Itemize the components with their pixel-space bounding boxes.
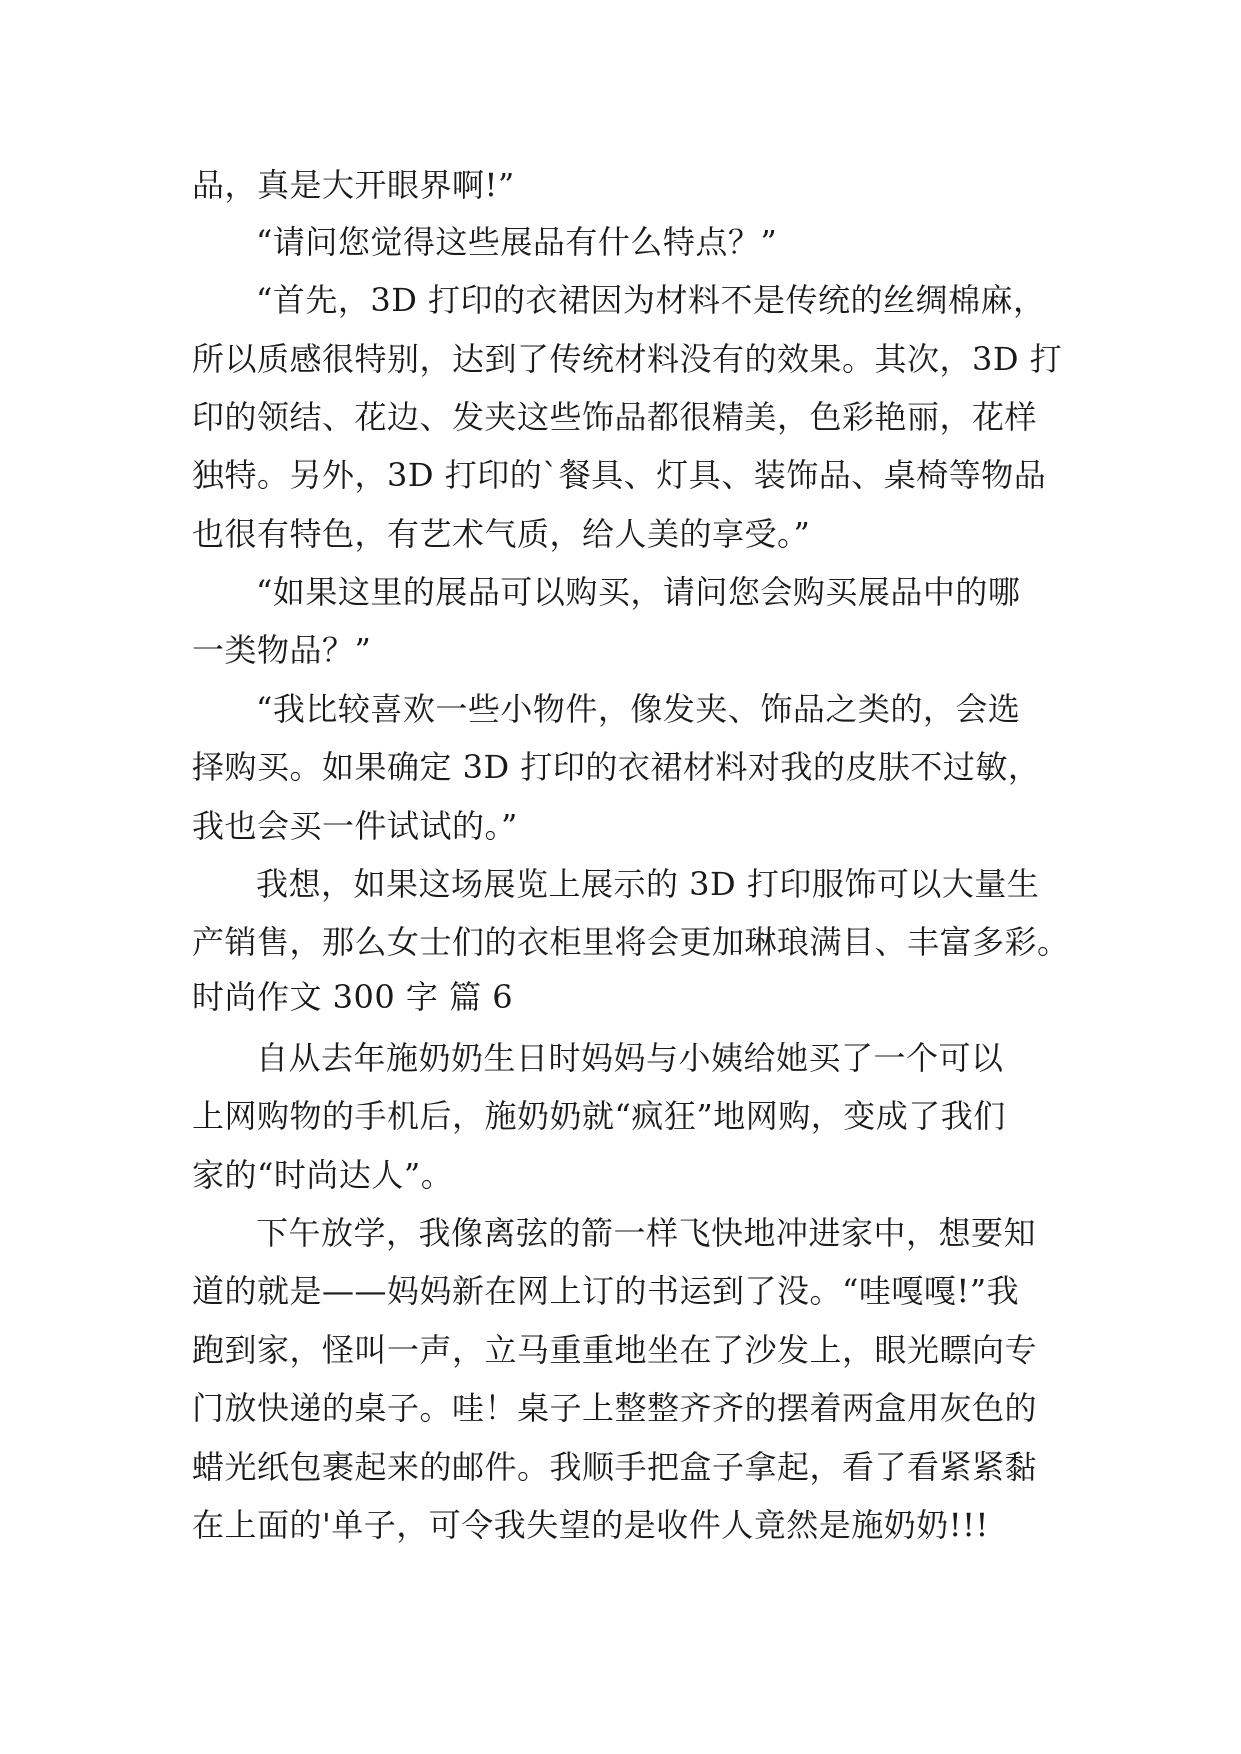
text-line: “如果这里的展品可以购买，请问您会购买展品中的哪 [256,573,1021,611]
text-line: 跑到家，怪叫一声，立马重重地坐在了沙发上，眼光瞟向专 [192,1331,1038,1369]
text-line: “我比较喜欢一些小物件，像发夹、饰品之类的，会选 [256,690,1021,728]
text-line: 上网购物的手机后，施奶奶就“疯狂”地网购，变成了我们 [192,1097,1006,1135]
text-line: 下午放学，我像离弦的箭一样飞快地冲进家中，想要知 [256,1214,1037,1252]
text-line: 在上面的'单子，可令我失望的是收件人竟然是施奶奶!!! [192,1506,989,1544]
section-heading: 时尚作文 300 字 篇 6 [192,978,514,1016]
text-line: “请问您觉得这些展品有什么特点？” [256,223,778,261]
text-line: 我也会买一件试试的。” [192,807,518,845]
text-line: 自从去年施奶奶生日时妈妈与小姨给她买了一个可以 [256,1039,1004,1077]
text-line: 产销售，那么女士们的衣柜里将会更加琳琅满目、丰富多彩。 [192,923,1070,961]
text-line: 品，真是大开眼界啊!” [192,166,515,204]
text-line: “首先，3D 打印的衣裙因为材料不是传统的丝绸棉麻， [256,281,1046,319]
text-line: 印的领结、花边、发夹这些饰品都很精美，色彩艳丽，花样 [192,398,1038,436]
text-line: 一类物品？” [192,631,372,669]
text-line: 家的“时尚达人”。 [192,1156,454,1194]
text-line: 独特。另外，3D 打印的`餐具、灯具、装饰品、桌椅等物品 [192,456,1047,494]
text-line: 我想，如果这场展览上展示的 3D 打印服饰可以大量生 [256,865,1040,903]
text-line: 蜡光纸包裹起来的邮件。我顺手把盒子拿起，看了看紧紧黏 [192,1448,1038,1486]
text-line: 择购买。如果确定 3D 打印的衣裙材料对我的皮肤不过敏， [192,748,1041,786]
text-line: 门放快递的桌子。哇！桌子上整整齐齐的摆着两盒用灰色的 [192,1389,1038,1427]
text-line: 也很有特色，有艺术气质，给人美的享受。” [192,515,811,553]
text-line: 所以质感很特别，达到了传统材料没有的效果。其次，3D 打 [192,340,1063,378]
text-line: 道的就是——妈妈新在网上订的书运到了没。“哇嘎嘎!”我 [192,1272,1020,1310]
